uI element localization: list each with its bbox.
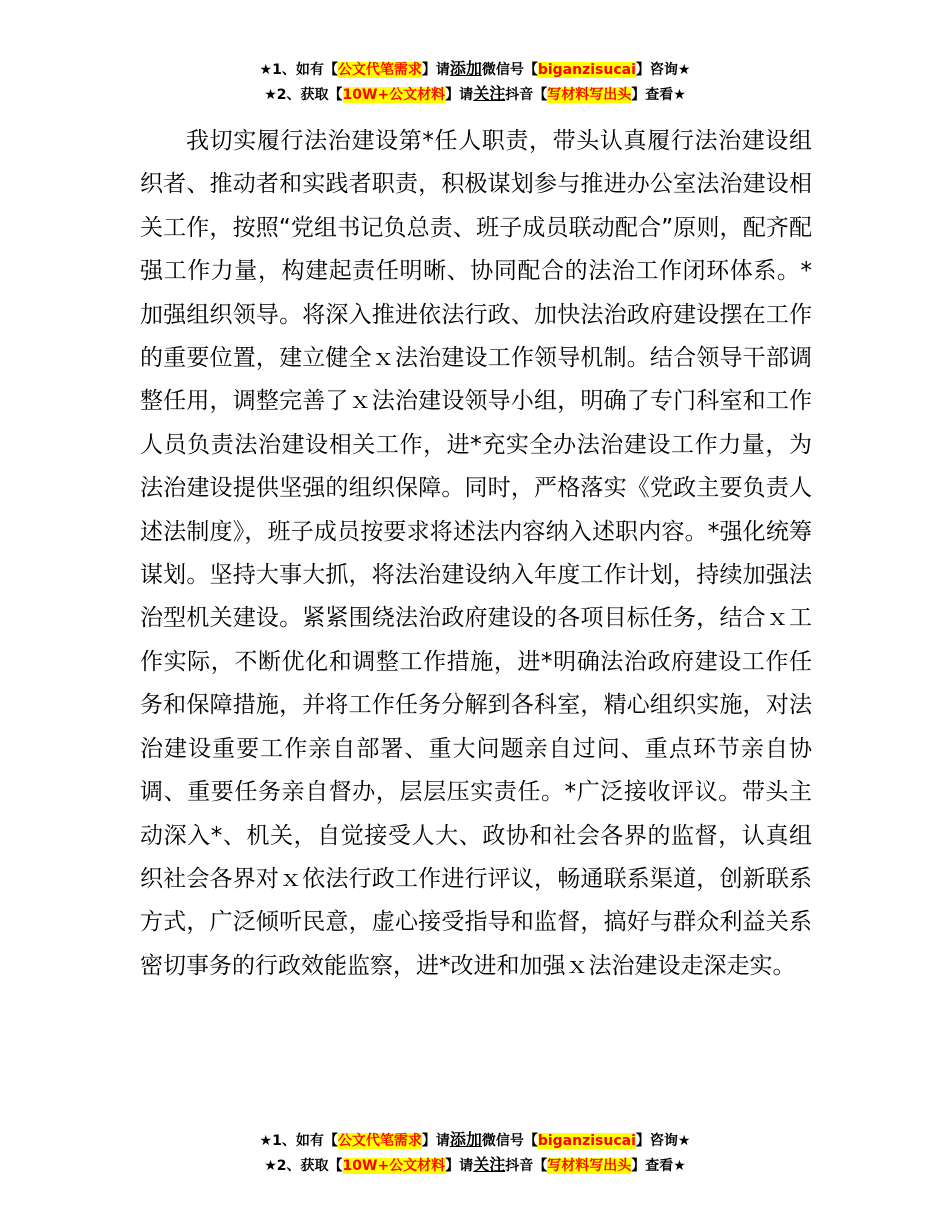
highlight-materials: 10W+公文材料 (342, 1158, 446, 1174)
highlight-service: 公文代笔需求 (337, 62, 422, 78)
banner-line-2: ★2、获取【10W+公文材料】请关注抖音【写材料写出头】查看★ (264, 84, 686, 103)
highlight-wechat-id: biganzisucai (537, 1133, 636, 1149)
body-paragraph: 我切实履行法治建设第*任人职责，带头认真履行法治建设组织者、推动者和实践者职责，积极谋划参与推进办公室法治建设相关工作，按照“党组书记负总责、班子成员联动配合”原则，配齐配强工作力量，构建起责任明晰、协同配合的法治工作闭环体系。*加强组织领导。将深入推进依法行政、加快法治政府建设摆在工作的重要位置，建立健全ｘ法治建设工作领导机制。结合领导干部调整任用，调整完善了ｘ法治建设领导小组，明确了专门科室和工作人员负责法治建设相关工作，进*充实全办法治建设工作力量，为法治建设提供坚强的组织保障。同时，严格落实《党政主要负责人述法制度》，班子成员按要求将述法内容纳入述职内容。*强化统筹谋划。坚持大事大抓，将法治建设纳入年度工作计划，持续加强法治型机关建设。紧紧围绕法治政府建设的各项目标任务，结合ｘ工作实际，不断优化和调整工作措施，进*明确法治政府建设工作任务和保障措施，并将工作任务分解到各科室，精心组织实施，对法治建设重要工作亲自部署、重大问题亲自过问、重点环节亲自协调、重要任务亲自督办，层层压实责任。*广泛接收评议。带头主动深入*、机关，自觉接受人大、政协和社会各界的监督，认真组织社会各界对ｘ依法行政工作进行评议，畅通联系渠道，创新联系方式，广泛倾听民意，虚心接受指导和监督，搞好与群众利益关系密切事务的行政效能监察，进*改进和加强ｘ法治建设走深走实。 (140, 128, 812, 979)
footer-banner (0, 1128, 950, 1178)
highlight-materials: 10W+公文材料 (342, 87, 446, 103)
header-banner (0, 57, 950, 107)
banner-line-2: ★2、获取【10W+公文材料】请关注抖音【写材料写出头】查看★ (264, 1155, 686, 1174)
banner-line-1: ★1、如有【公文代笔需求】请添加微信号【biganzisucai】咨询★ (259, 59, 691, 78)
highlight-service: 公文代笔需求 (337, 1133, 422, 1149)
highlight-douyin: 写材料写出头 (547, 1158, 632, 1174)
highlight-douyin: 写材料写出头 (547, 87, 632, 103)
highlight-wechat-id: biganzisucai (537, 62, 636, 78)
banner-line-1: ★1、如有【公文代笔需求】请添加微信号【biganzisucai】咨询★ (259, 1130, 691, 1149)
